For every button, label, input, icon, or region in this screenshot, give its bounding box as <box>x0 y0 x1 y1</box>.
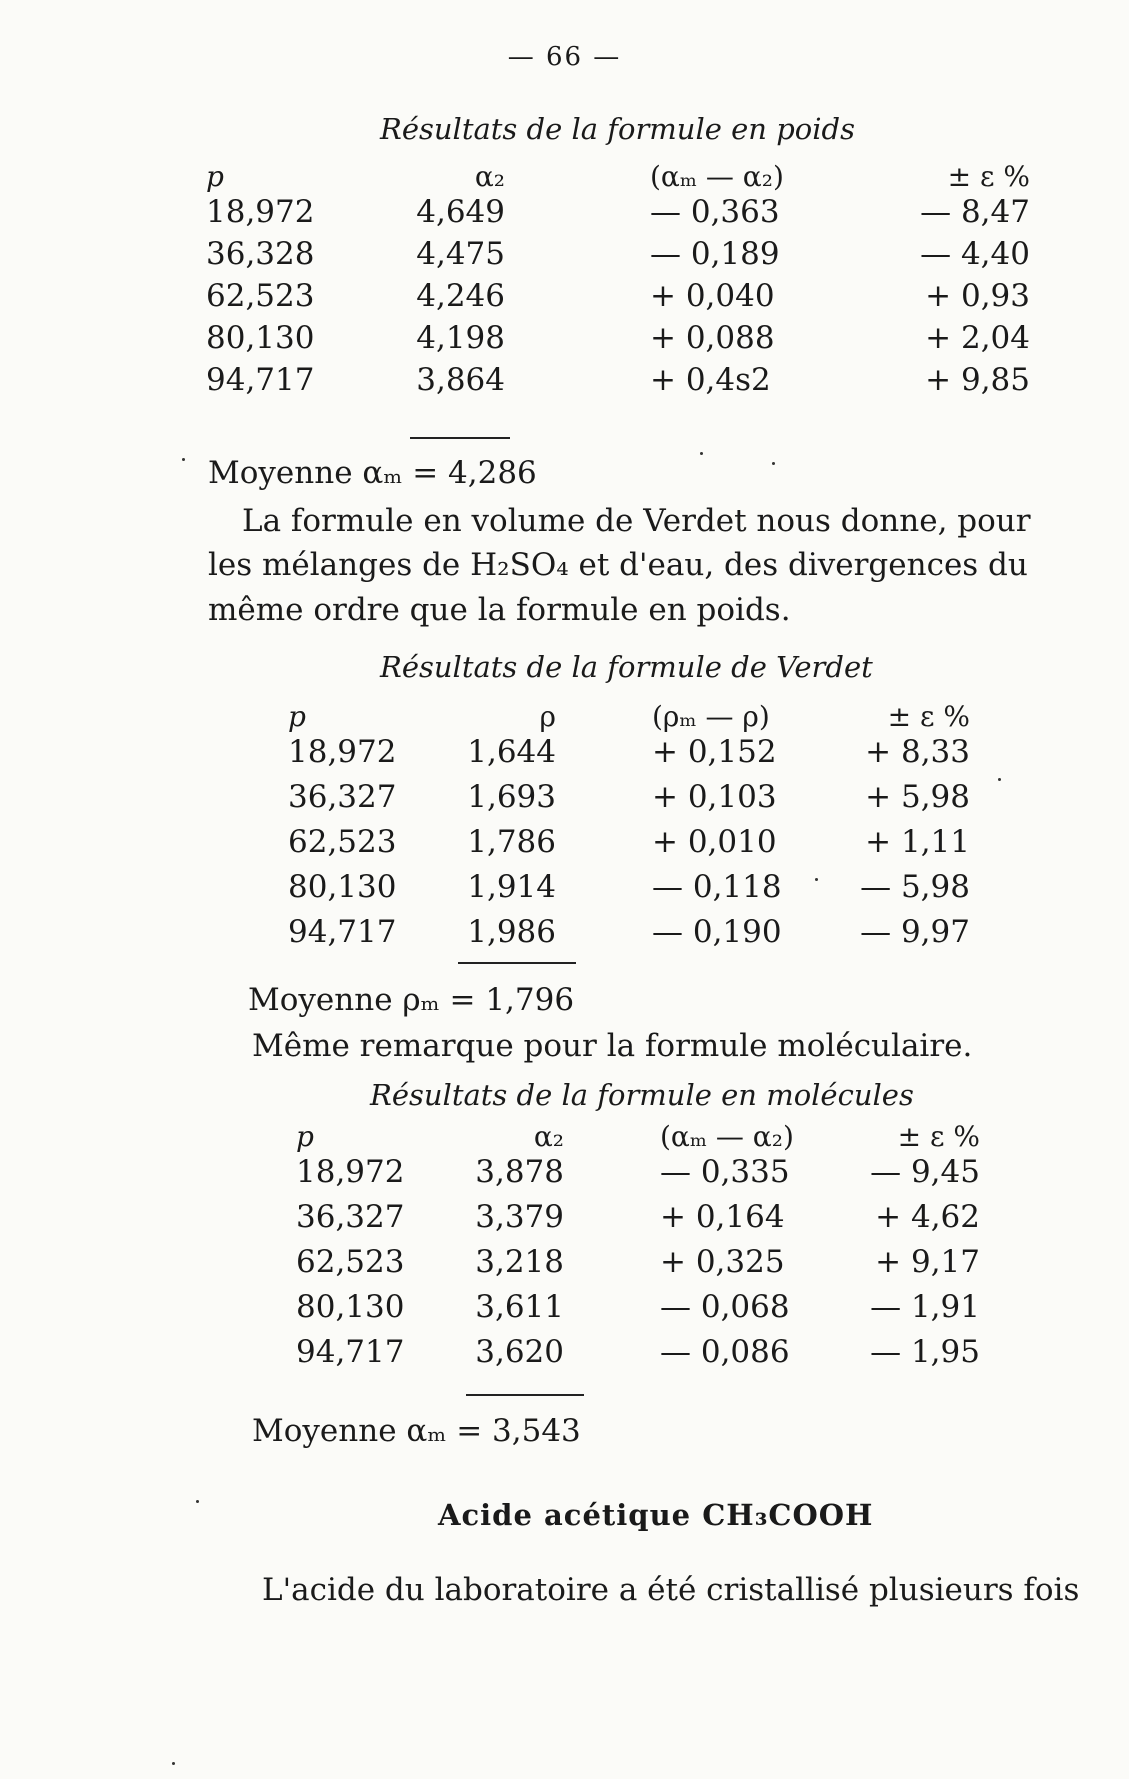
column-header: (αₘ — α₂) <box>650 160 784 193</box>
paragraph-line: La formule en volume de Verdet nous donne, pour <box>242 503 1031 539</box>
table-cell: 1,986 <box>467 914 556 950</box>
table-caption-weight: Résultats de la formule en poids <box>380 112 855 146</box>
column-header: p <box>206 160 224 193</box>
table-cell: 1,644 <box>467 734 556 770</box>
paragraph-line: même ordre que la formule en poids. <box>208 592 791 628</box>
table-cell: — 5,98 <box>860 869 970 905</box>
print-speck <box>772 462 775 465</box>
column-header: (ρₘ — ρ) <box>652 700 770 733</box>
table-cell: 62,523 <box>206 278 315 314</box>
column-header: p <box>296 1120 314 1153</box>
table-cell: + 0,103 <box>652 779 777 815</box>
table-cell: 94,717 <box>288 914 397 950</box>
table-cell: 62,523 <box>288 824 397 860</box>
paragraph-line: Même remarque pour la formule moléculaire. <box>252 1028 973 1064</box>
table-cell: 1,914 <box>467 869 556 905</box>
table-cell: 36,328 <box>206 236 315 272</box>
paragraph-line: L'acide du laboratoire a été cristallisé plusieurs fois <box>262 1572 1080 1608</box>
table-cell: — 4,40 <box>920 236 1030 272</box>
table-cell: 36,327 <box>296 1199 405 1235</box>
print-speck <box>700 452 703 455</box>
table-cell: + 0,088 <box>650 320 775 356</box>
column-header: ± ε % <box>947 160 1030 193</box>
sum-rule <box>458 962 576 964</box>
table-cell: — 0,068 <box>660 1289 790 1325</box>
column-header: ρ <box>539 700 556 733</box>
table-cell: + 0,164 <box>660 1199 785 1235</box>
table-cell: — 9,97 <box>860 914 970 950</box>
print-speck <box>172 1762 175 1765</box>
table-cell: 3,379 <box>475 1199 564 1235</box>
column-header: p <box>288 700 306 733</box>
table-cell: 80,130 <box>288 869 397 905</box>
page-number: — 66 — <box>507 42 622 72</box>
table-cell: + 0,325 <box>660 1244 785 1280</box>
table-cell: 80,130 <box>206 320 315 356</box>
table-cell: 62,523 <box>296 1244 405 1280</box>
table-cell: + 0,93 <box>925 278 1030 314</box>
table-cell: + 9,85 <box>925 362 1030 398</box>
table-cell: 3,218 <box>475 1244 564 1280</box>
table-cell: 4,246 <box>416 278 505 314</box>
table-cell: 18,972 <box>206 194 315 230</box>
table-caption-molecules: Résultats de la formule en molécules <box>370 1078 914 1112</box>
table-cell: 80,130 <box>296 1289 405 1325</box>
table-cell: 1,786 <box>467 824 556 860</box>
table-cell: 36,327 <box>288 779 397 815</box>
table-cell: — 8,47 <box>920 194 1030 230</box>
section-heading: Acide acétique CH₃COOH <box>438 1498 874 1532</box>
table-cell: — 1,95 <box>870 1334 980 1370</box>
table-cell: 18,972 <box>288 734 397 770</box>
table-cell: 1,693 <box>467 779 556 815</box>
table-cell: + 5,98 <box>865 779 970 815</box>
table-cell: — 1,91 <box>870 1289 980 1325</box>
table-cell: — 0,118 <box>652 869 782 905</box>
paragraph-line: les mélanges de H₂SO₄ et d'eau, des divergences du <box>208 547 1028 583</box>
table-cell: + 8,33 <box>865 734 970 770</box>
column-header: (αₘ — α₂) <box>660 1120 794 1153</box>
table-cell: + 0,4s2 <box>650 362 771 398</box>
table-cell: — 0,189 <box>650 236 780 272</box>
mean-molecules: Moyenne αₘ = 3,543 <box>252 1413 581 1449</box>
table-cell: — 0,190 <box>652 914 782 950</box>
sum-rule <box>466 1394 584 1396</box>
mean-weight: Moyenne αₘ = 4,286 <box>208 455 537 491</box>
column-header: ± ε % <box>897 1120 980 1153</box>
table-cell: 4,649 <box>416 194 505 230</box>
print-speck <box>182 458 185 461</box>
table-cell: 18,972 <box>296 1154 405 1190</box>
sum-rule <box>410 437 510 439</box>
print-speck <box>196 1500 199 1503</box>
table-cell: 3,611 <box>475 1289 564 1325</box>
table-cell: 3,864 <box>416 362 505 398</box>
table-cell: 94,717 <box>296 1334 405 1370</box>
table-cell: — 0,086 <box>660 1334 790 1370</box>
table-cell: — 9,45 <box>870 1154 980 1190</box>
table-cell: 94,717 <box>206 362 315 398</box>
column-header: α₂ <box>533 1120 564 1153</box>
table-cell: + 0,010 <box>652 824 777 860</box>
mean-verdet: Moyenne ρₘ = 1,796 <box>248 982 575 1018</box>
table-cell: + 4,62 <box>875 1199 980 1235</box>
table-cell: 3,878 <box>475 1154 564 1190</box>
column-header: ± ε % <box>887 700 970 733</box>
table-cell: + 1,11 <box>865 824 970 860</box>
print-speck <box>998 778 1001 781</box>
table-cell: + 0,152 <box>652 734 777 770</box>
table-caption-verdet: Résultats de la formule de Verdet <box>380 650 873 684</box>
table-cell: + 9,17 <box>875 1244 980 1280</box>
column-header: α₂ <box>474 160 505 193</box>
table-cell: 4,198 <box>416 320 505 356</box>
table-cell: — 0,335 <box>660 1154 790 1190</box>
table-cell: + 2,04 <box>925 320 1030 356</box>
table-cell: 4,475 <box>416 236 505 272</box>
table-cell: 3,620 <box>475 1334 564 1370</box>
table-cell: — 0,363 <box>650 194 780 230</box>
print-speck <box>815 878 818 881</box>
table-cell: + 0,040 <box>650 278 775 314</box>
